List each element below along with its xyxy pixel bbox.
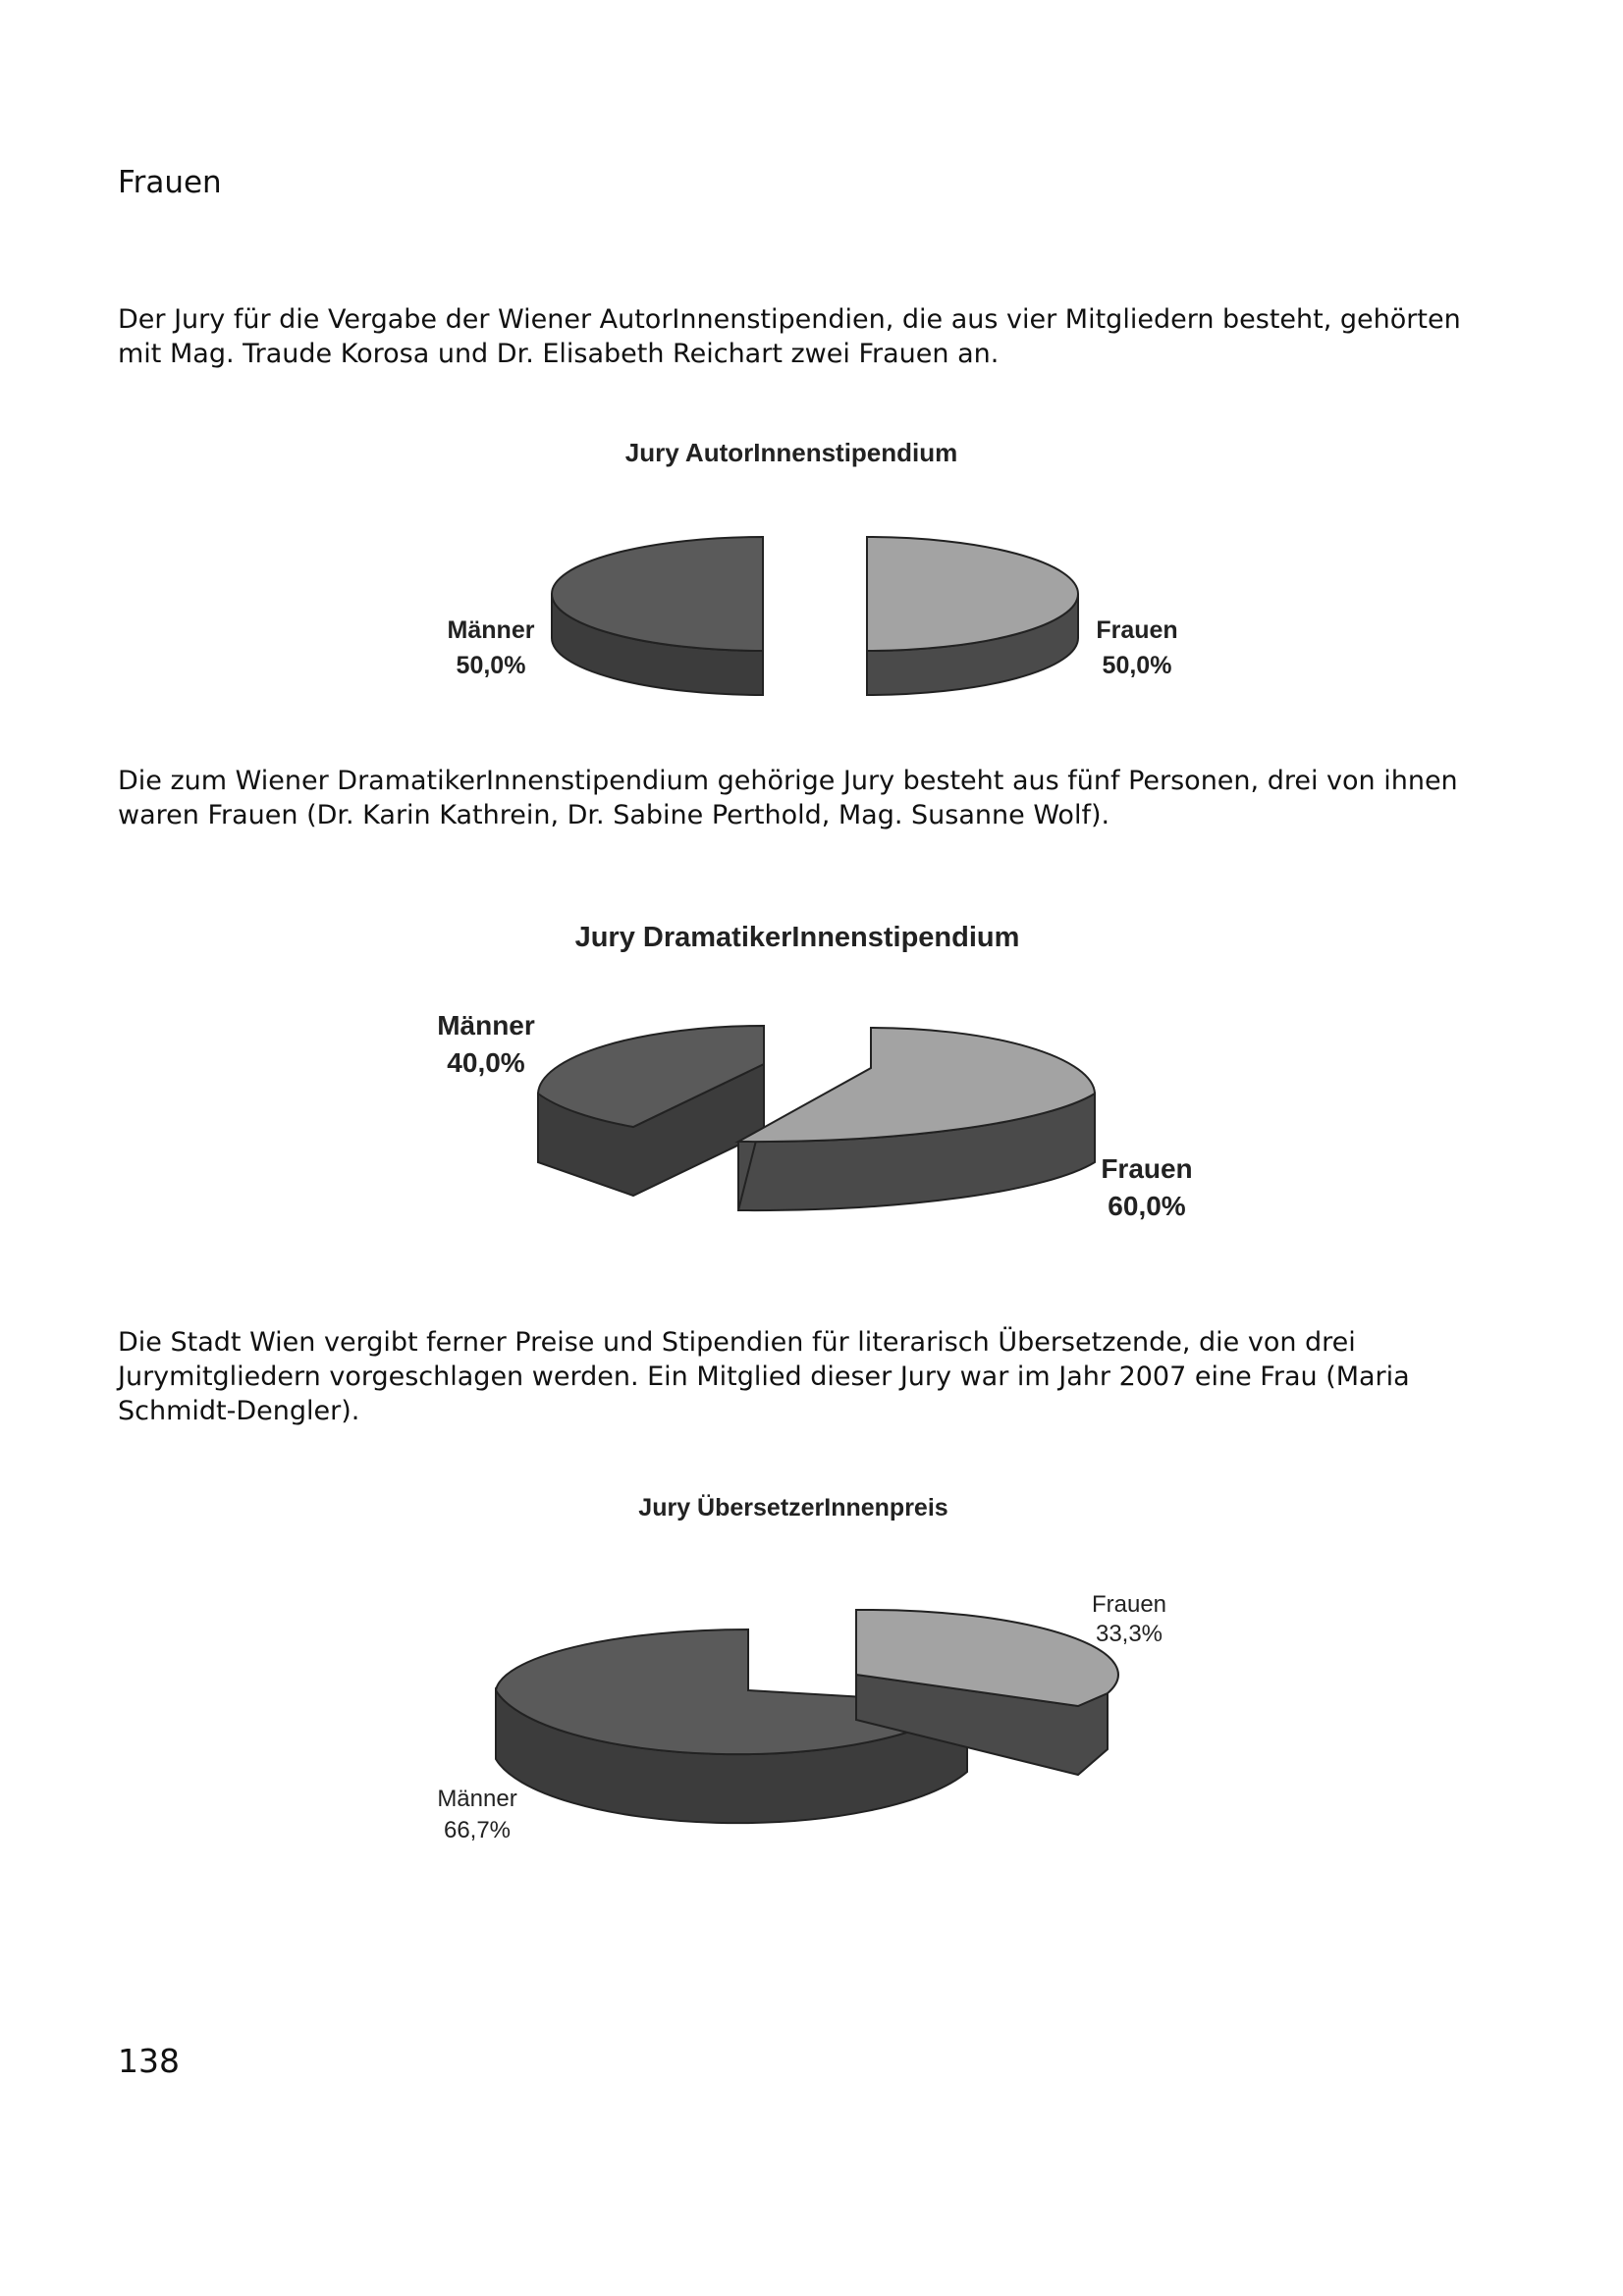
label-maenner: Männer — [447, 616, 535, 644]
chart-title: Jury DramatikerInnenstipendium — [574, 922, 1020, 953]
page-number: 138 — [118, 2042, 180, 2080]
section-heading: Frauen — [118, 165, 222, 200]
chart-title: Jury ÜbersetzerInnenpreis — [638, 1494, 948, 1522]
label-maenner: Männer — [437, 1010, 535, 1041]
label-frauen: Frauen — [1101, 1153, 1193, 1184]
pie-chart-uebersetzerinnenpreis — [0, 1472, 1623, 1865]
value-maenner: 50,0% — [456, 652, 526, 679]
value-maenner: 66,7% — [443, 1817, 512, 1843]
label-maenner: Männer — [437, 1786, 517, 1812]
paragraph-autorinnen: Der Jury für die Vergabe der Wiener AutorInnenstipendien, die aus vier Mitgliedern besteht, gehörten mit Mag. Traude Korosa und Dr. Elisabeth Reichart zwei Frauen an. — [118, 304, 1461, 369]
paragraph-dramatikerinnen: Die zum Wiener DramatikerInnenstipendium gehörige Jury besteht aus fünf Personen, drei von ihnen waren Frauen (Dr. Karin Kathrein, Dr. Sabine Perthold, Mag. Susanne Wolf). — [118, 766, 1458, 830]
value-frauen: 50,0% — [1102, 652, 1172, 679]
label-frauen: Frauen — [1091, 1591, 1167, 1618]
pie-chart-dramatikerinnenstipendium — [0, 913, 1623, 1247]
pie-chart-autorinnenstipendium — [0, 422, 1623, 717]
label-frauen: Frauen — [1096, 616, 1178, 644]
chart-title: Jury AutorInnenstipendium — [624, 438, 958, 467]
value-maenner: 40,0% — [447, 1047, 525, 1078]
value-frauen: 33,3% — [1095, 1621, 1163, 1647]
paragraph-uebersetzerinnen: Die Stadt Wien vergibt ferner Preise und Stipendien für literarisch Übersetzende, die von drei Jurymitgliedern vorgeschlagen werden. Ein Mitglied dieser Jury war im Jahr 2007 eine Frau (Maria Schmidt-Dengler). — [118, 1327, 1410, 1426]
value-frauen: 60,0% — [1108, 1191, 1186, 1221]
